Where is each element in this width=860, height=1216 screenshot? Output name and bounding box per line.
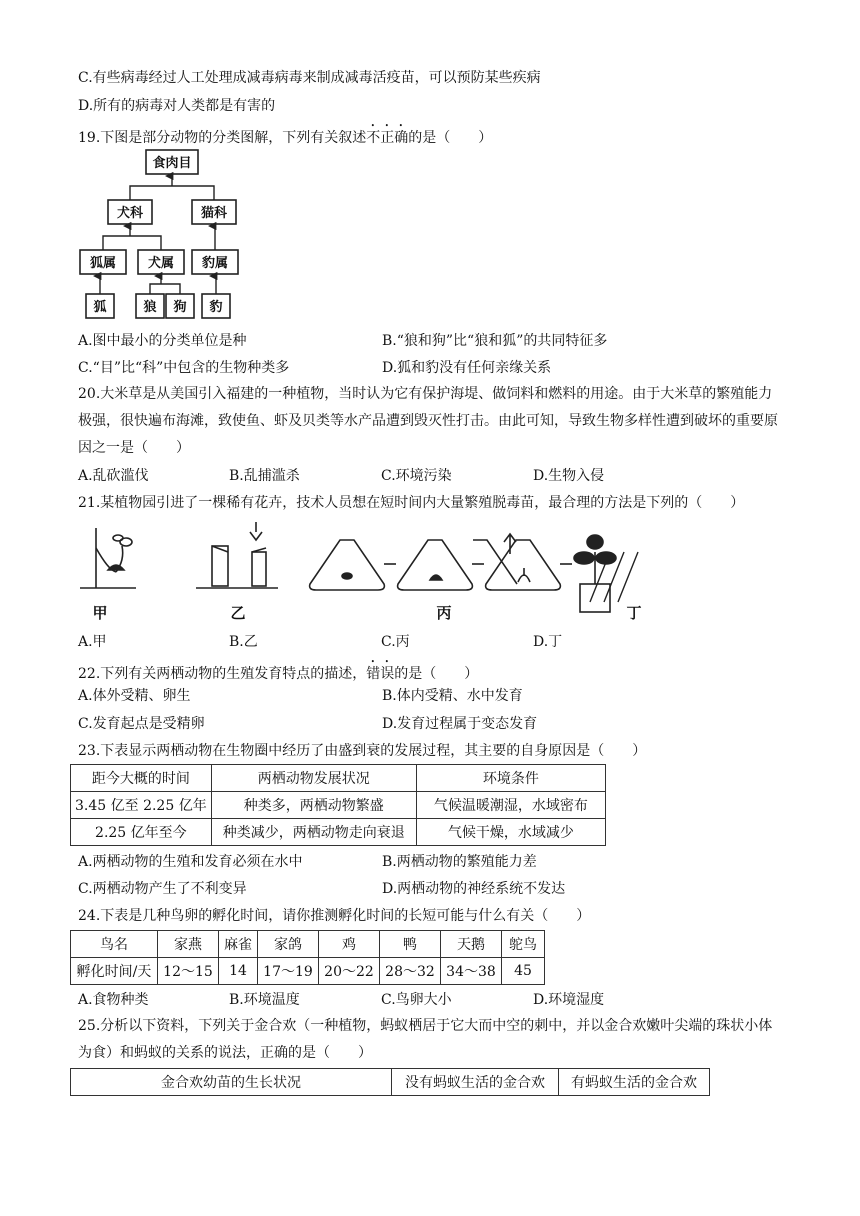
classification-tree-diagram: [78, 146, 248, 326]
q18-option-c: C.有些病毒经过人工处理成减毒病毒来制成减毒活疫苗，可以预防某些疾病: [78, 70, 541, 86]
q24-table: [70, 930, 545, 985]
q19-option-b: B.“狼和狗”比“狼和狐”的共同特征多: [382, 333, 608, 349]
q22-option-a: A.体外受精、卵生: [78, 688, 191, 704]
q20-option-c: C.环境污染: [381, 468, 452, 484]
table-row: [71, 792, 606, 819]
layering-icon: [80, 528, 136, 588]
table-cell: 34～38: [441, 958, 502, 985]
q20-option-d: D.生物入侵: [533, 468, 605, 484]
q21-stem: 21.某植物园引进了一棵稀有花卉，技术人员想在短时间内大量繁殖脱毒苗，最合理的方法是下列的（ ）: [78, 495, 745, 511]
table-header-cell: 环境条件: [416, 765, 605, 792]
q19-option-d: D.狐和豹没有任何亲缘关系: [382, 360, 552, 376]
q25-table: [70, 1068, 710, 1096]
tree-family-2: 猫科: [200, 206, 228, 221]
q23-table: [70, 764, 606, 846]
q22-option-c: C.发育起点是受精卵: [78, 716, 205, 732]
q23-option-a: A.两栖动物的生殖和发育必须在水中: [78, 854, 303, 870]
table-header-cell: 鸟名: [71, 931, 158, 958]
q19-option-c: C.“目”比“科”中包含的生物种类多: [78, 360, 290, 376]
q20-stem: 20.大米草是从美国引入福建的一种植物，当时认为它有保护海堤、做饲料和燃料的用途。由于大米草的繁殖能力极强，很快遍布海滩，致使鱼、虾及贝类等水产品遭到毁灭性打击。由此可知，导致生物多样性遭到破坏的重要原因之一是（ ）: [78, 386, 778, 456]
q24-option-c: C.鸟卵大小: [381, 992, 452, 1008]
q19-option-a: A.图中最小的分类单位是种: [78, 333, 247, 349]
tree-species-3: 狗: [173, 300, 187, 315]
table-header-cell: 鸡: [319, 931, 380, 958]
q23-stem: 23.下表显示两栖动物在生物圈中经历了由盛到衰的发展过程，其主要的自身原因是（ ）: [78, 743, 647, 759]
table-header-cell: 金合欢幼苗的生长状况: [71, 1069, 392, 1096]
tree-species-4: 豹: [209, 300, 223, 315]
tree-species-2: 狼: [143, 300, 157, 315]
table-cell: 3.45 亿至 2.25 亿年: [71, 792, 212, 819]
table-cell: 17～19: [258, 958, 319, 985]
q22-option-d: D.发育过程属于变态发育: [382, 716, 538, 732]
q19-stem: 19.下图是部分动物的分类图解，下列有关叙述不正确的是（ ）: [78, 130, 493, 146]
q21-option-a: A.甲: [78, 634, 107, 650]
table-header-cell: 家鸽: [258, 931, 319, 958]
q22-stem: 22.下列有关两栖动物的生殖发育特点的描述，错误的是（ ）: [78, 666, 479, 682]
q21-option-d: D.丁: [533, 634, 563, 650]
tree-order: 食肉目: [152, 156, 192, 171]
table-cell: 12～15: [158, 958, 219, 985]
q18-option-d: D.所有的病毒对人类都是有害的: [78, 98, 276, 114]
table-header-cell: 鸵鸟: [502, 931, 545, 958]
table-cell: 孵化时间/天: [71, 958, 158, 985]
table-row: [71, 765, 606, 792]
q20-option-a: A.乱砍滥伐: [78, 468, 149, 484]
fig-label-jia: 甲: [92, 604, 108, 622]
q24-stem: 24.下表是几种鸟卵的孵化时间，请你推测孵化时间的长短可能与什么有关（ ）: [78, 908, 591, 924]
table-header-cell: 两栖动物发展状况: [211, 765, 416, 792]
table-cell: 气候温暖潮湿，水域密布: [416, 792, 605, 819]
q21-option-c: C.丙: [381, 634, 410, 650]
table-cell: 种类多，两栖动物繁盛: [211, 792, 416, 819]
fig-label-bing: 丙: [436, 604, 452, 622]
q23-option-b: B.两栖动物的繁殖能力差: [382, 854, 537, 870]
q22-option-b: B.体内受精、水中发育: [382, 688, 523, 704]
table-header-cell: 没有蚂蚁生活的金合欢: [392, 1069, 559, 1096]
q23-option-d: D.两栖动物的神经系统不发达: [382, 881, 566, 897]
table-row: [71, 958, 545, 985]
q21-option-b: B.乙: [229, 634, 258, 650]
table-row: [71, 1069, 710, 1096]
tissue-culture-icon: [310, 534, 616, 612]
q23-option-c: C.两栖动物产生了不利变异: [78, 881, 247, 897]
grafting-icon: [196, 522, 278, 588]
fig-label-yi: 乙: [230, 604, 246, 622]
table-cell: 45: [502, 958, 545, 985]
table-cell: 20～22: [319, 958, 380, 985]
table-row: [71, 931, 545, 958]
table-row: [71, 819, 606, 846]
tree-species-1: 狐: [93, 300, 107, 315]
tree-family-1: 犬科: [116, 206, 144, 221]
table-cell: 气候干燥，水域减少: [416, 819, 605, 846]
q20-option-b: B.乱捕滥杀: [229, 468, 300, 484]
q24-option-a: A.食物种类: [78, 992, 149, 1008]
q24-option-d: D.环境湿度: [533, 992, 605, 1008]
tree-genus-1: 狐属: [89, 256, 117, 271]
table-cell: 种类减少，两栖动物走向衰退: [211, 819, 416, 846]
table-header-cell: 麻雀: [219, 931, 258, 958]
q25-stem: 25.分析以下资料，下列关于金合欢（一种植物，蚂蚁栖居于它大而中空的刺中，并以金合欢嫩叶尖端的珠状小体为食）和蚂蚁的关系的说法，正确的是（ ）: [78, 1018, 773, 1061]
q19-stem-emphasis: 不正确: [366, 130, 409, 146]
table-cell: 14: [219, 958, 258, 985]
q24-option-b: B.环境温度: [229, 992, 300, 1008]
q22-stem-emphasis: 错误: [366, 666, 395, 682]
propagation-methods-figure: [78, 518, 658, 624]
table-cell: 28～32: [380, 958, 441, 985]
table-header-cell: 有蚂蚁生活的金合欢: [559, 1069, 710, 1096]
fig-label-ding: 丁: [626, 604, 642, 622]
table-header-cell: 距今大概的时间: [71, 765, 212, 792]
table-header-cell: 家燕: [158, 931, 219, 958]
table-header-cell: 天鹅: [441, 931, 502, 958]
table-cell: 2.25 亿年至今: [71, 819, 212, 846]
table-header-cell: 鸭: [380, 931, 441, 958]
tree-genus-2: 犬属: [147, 256, 175, 271]
tree-genus-3: 豹属: [201, 256, 229, 271]
